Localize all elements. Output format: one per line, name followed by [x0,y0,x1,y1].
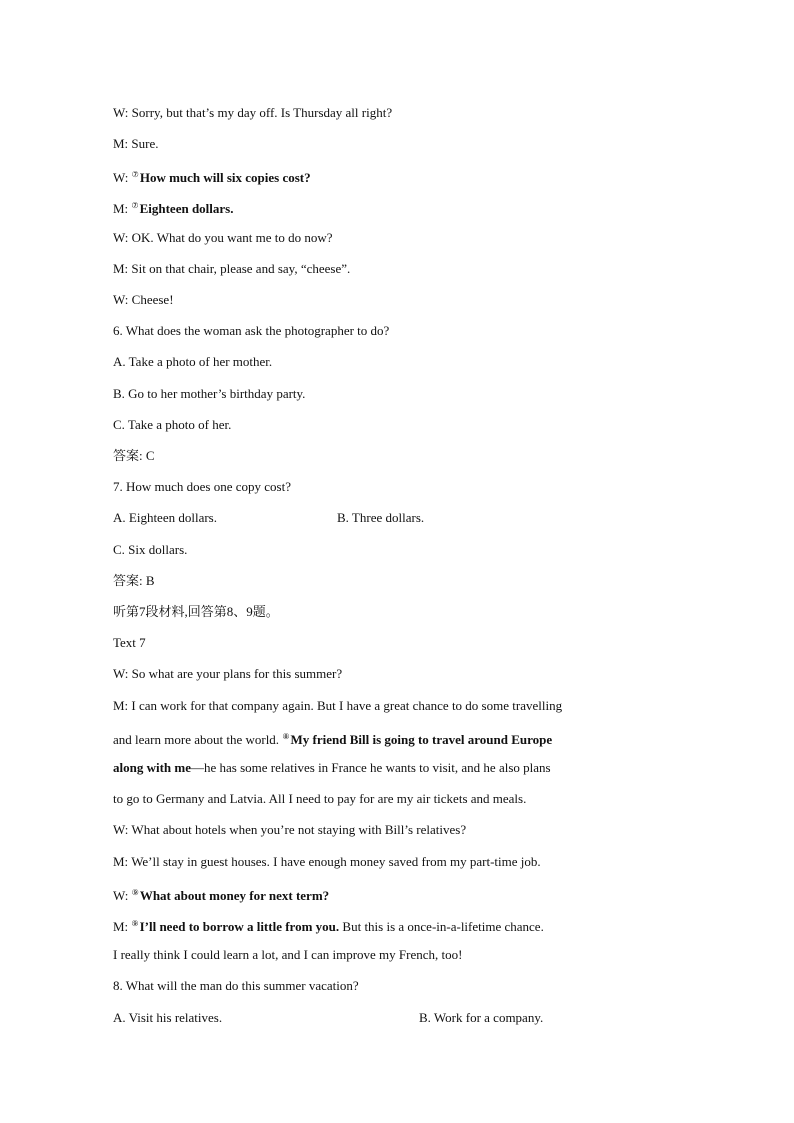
question-7: 7. How much does one copy cost? [113,479,291,494]
question-6: 6. What does the woman ask the photographer to do? [113,323,390,338]
option-a: A. Visit his relatives. [113,1010,223,1025]
dialogue-line: M: ⑦Eighteen dollars. [113,201,234,216]
dialogue-line: along with me—he has some relatives in France he wants to visit, and he also plans [113,760,551,775]
dialogue-line: and learn more about the world. ⑧My friend Bill is going to travel around Europe [113,732,553,747]
dialogue-line: W: So what are your plans for this summer? [113,666,343,681]
dialogue-line: I really think I could learn a lot, and I can improve my French, too! [113,947,463,962]
question-marker: ⑦ [131,201,139,210]
dialogue-line: M: We’ll stay in guest houses. I have enough money saved from my part-time job. [113,854,541,869]
dialogue-line: M: Sure. [113,136,159,151]
answer: 答案: C [113,448,155,463]
option-b: B. Work for a company. [419,1010,544,1025]
dialogue-line: W: ⑦How much will six copies cost? [113,170,311,185]
section-instruction: 听第7段材料,回答第8、9题。 [113,604,279,619]
option-c: C. Take a photo of her. [113,417,232,432]
dialogue-line: W: Cheese! [113,292,174,307]
option-c: C. Six dollars. [113,542,188,557]
option-a: A. Take a photo of her mother. [113,354,273,369]
option-row [113,1010,544,1026]
dialogue-line: M: I can work for that company again. But I have a great chance to do some travelling [113,698,563,713]
question-marker: ⑧ [282,732,290,741]
question-marker: ⑨ [131,888,139,897]
answer: 答案: B [113,573,155,588]
section-title: Text 7 [113,635,146,650]
dialogue-line: W: Sorry, but that’s my day off. Is Thursday all right? [113,105,393,120]
question-marker: ⑨ [131,919,139,928]
option-a: A. Eighteen dollars. [113,510,217,525]
dialogue-line: W: What about hotels when you’re not staying with Bill’s relatives? [113,822,467,837]
dialogue-line: M: Sit on that chair, please and say, “cheese”. [113,261,351,276]
dialogue-line: to go to Germany and Latvia. All I need to pay for are my air tickets and meals. [113,791,527,806]
question-marker: ⑦ [131,170,139,179]
dialogue-line: M: ⑨I’ll need to borrow a little from you. But this is a once-in-a-lifetime chance. [113,919,544,934]
option-b: B. Go to her mother’s birthday party. [113,386,306,401]
dialogue-line: W: OK. What do you want me to do now? [113,230,333,245]
option-row [113,510,425,526]
dialogue-line: W: ⑨What about money for next term? [113,888,330,903]
option-b: B. Three dollars. [337,510,425,525]
question-8: 8. What will the man do this summer vacation? [113,978,359,993]
